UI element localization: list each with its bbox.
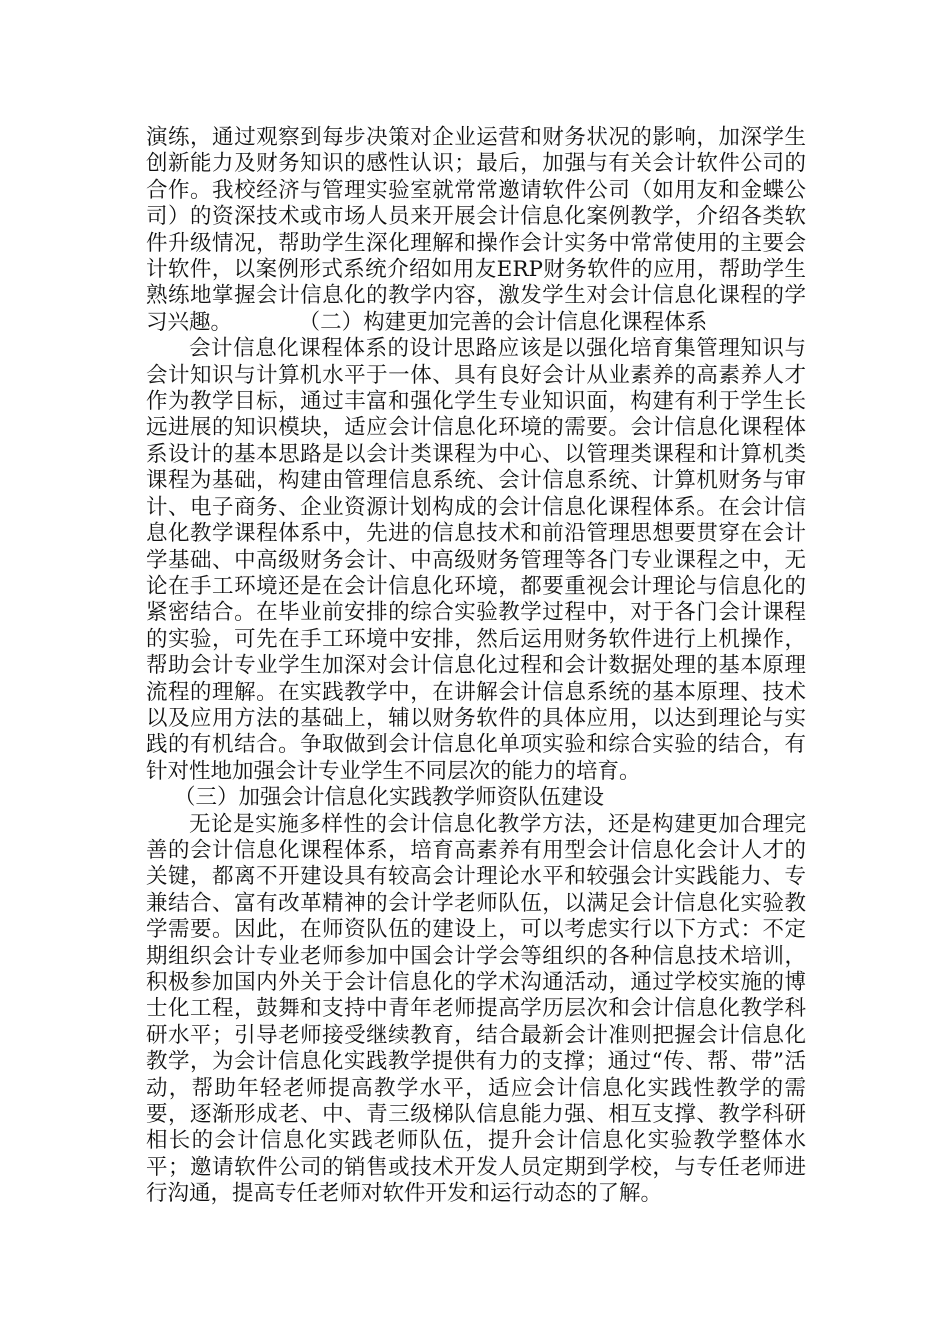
paragraph-1-text: 演练，通过观察到每步决策对企业运营和财务状况的影响，加深学生创新能力及财务知识的感性认识；最后，加强与有关会计软件公司的合作。我校经济与管理实验室就常常邀请软件公司（如用友和金蝶公司）的资深技术或市场人员来开展会计信息化案例教学，介绍各类软件升级情况，帮助学生深化理解和操作会计实务中常常使用的主要会计软件，以案例形式系统介绍如用友ERP财务软件的应用，帮助学生熟练地掌握会计信息化的教学内容，激发学生对会计信息化课程的学习兴趣。 <box>146 125 806 335</box>
paragraph-continuation <box>146 125 806 336</box>
paragraph-curriculum: 会计信息化课程体系的设计思路应该是以强化培育集管理知识与会计知识与计算机水平于一体、具有良好会计从业素养的高素养人才作为教学目标，通过丰富和强化学生专业知识面，构建有利于学生长远进展的知识模块，适应会计信息化环境的需要。会计信息化课程体系设计的基本思路是以会计类课程为中心、以管理类课程和计算机类课程为基础，构建由管理信息系统、会计信息系统、计算机财务与审计、电子商务、企业资源计划构成的会计信息化课程体系。在会计信息化教学课程体系中，先进的信息技术和前沿管理思想要贯穿在会计学基础、中高级财务会计、中高级财务管理等各门专业课程之中，无论在手工环境还是在会计信息化环境，都要重视会计理论与信息化的紧密结合。在毕业前安排的综合实验教学过程中，对于各门会计课程的实验，可先在手工环境中安排，然后运用财务软件进行上机操作，帮助会计专业学生加深对会计信息化过程和会计数据处理的基本原理流程的理解。在实践教学中，在讲解会计信息系统的基本原理、技术以及应用方法的基础上，辅以财务软件的具体应用，以达到理论与实践的有机结合。争取做到会计信息化单项实验和综合实验的结合，有针对性地加强会计专业学生不同层次的能力的培育。 <box>146 336 806 784</box>
section-heading-2: （二）构建更加完善的会计信息化课程体系 <box>309 309 708 335</box>
section-heading-3: （三）加强会计信息化实践教学师资队伍建设 <box>173 785 604 811</box>
document-page <box>146 125 806 1208</box>
paragraph-faculty: 无论是实施多样性的会计信息化教学方法，还是构建更加合理完善的会计信息化课程体系，培育高素养有用型会计信息化会计人才的关键，都离不开建设具有较高会计理论水平和较强会计实践能力、专兼结合、富有改革精神的会计学老师队伍，以满足会计信息化实验教学需要。因此，在师资队伍的建设上，可以考虑实行以下方式：不定期组织会计专业老师参加中国会计学会等组织的各种信息技术培训，积极参加国内外关于会计信息化的学术沟通活动，通过学校实施的博士化工程，鼓舞和支持中青年老师提高学历层次和会计信息化教学科研水平；引导老师接受继续教育，结合最新会计准则把握会计信息化教学，为会计信息化实践教学提供有力的支撑；通过“传、帮、带”活动，帮助年轻老师提高教学水平，适应会计信息化实践性教学的需要，逐渐形成老、中、青三级梯队信息能力强、相互支撑、教学科研相长的会计信息化实践老师队伍，提升会计信息化实验教学整体水平；邀请软件公司的销售或技术开发人员定期到学校，与专任老师进行沟通，提高专任老师对软件开发和运行动态的了解。 <box>146 811 806 1207</box>
